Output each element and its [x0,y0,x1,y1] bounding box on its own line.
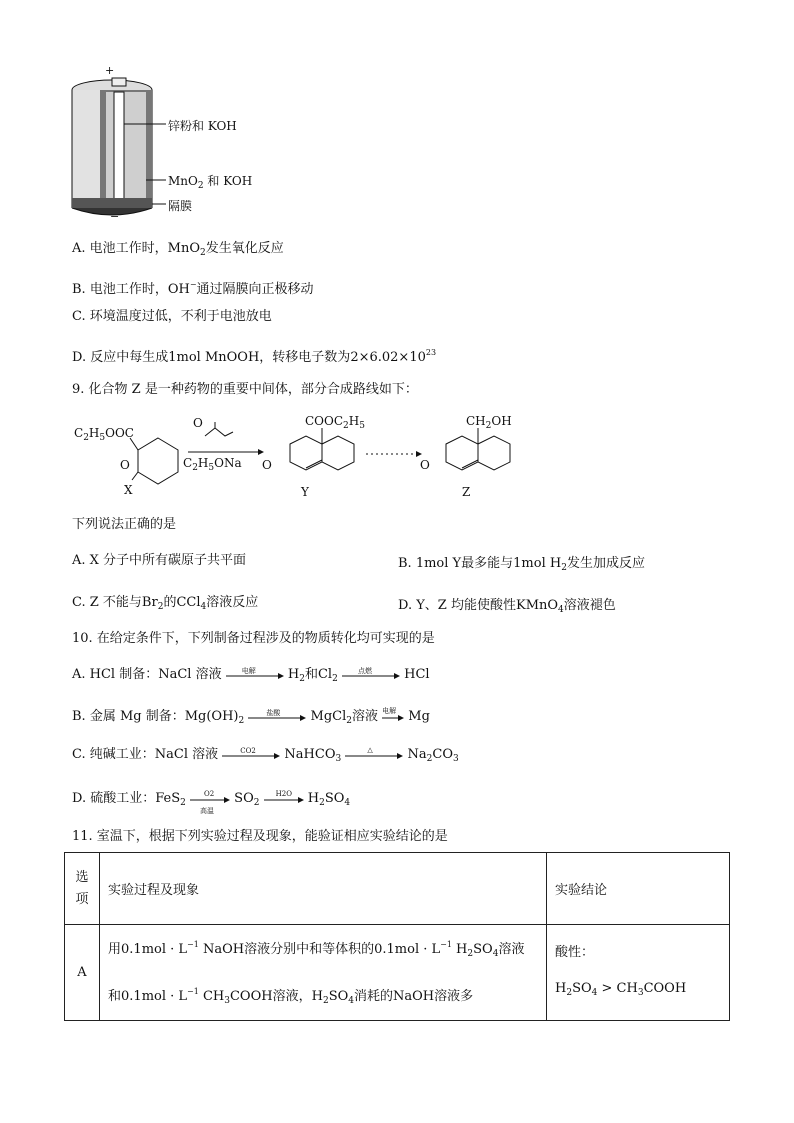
x-ester-group: $C_2H_5OOC$ [74,426,134,443]
row-option: A [65,925,100,1021]
label-separator: 隔膜 [168,199,193,213]
battery-plus: + [105,64,115,77]
reagent-oxygen: O [193,416,203,430]
y-ester-group: $COOC_2H_5$ [305,414,365,431]
q8-option-b: B. 电池工作时，OH−通过隔膜向正极移动 [72,280,314,297]
y-ring-oxygen: O [262,458,272,472]
header-option: 选 项 [65,853,100,925]
header-procedure: 实验过程及现象 [100,853,547,925]
q10-option-b: B. 金属 Mg 制备：$Mg(OH)_2$ 盐酸 MgCl$_2$溶液 电解 Mg [72,706,430,726]
q9-stem: 9. 化合物 Z 是一种药物的重要中间体，部分合成路线如下： [72,382,418,397]
synthesis-route-diagram [70,408,530,508]
label-z: Z [462,485,471,499]
label-zinc: 锌粉和 KOH [168,119,237,133]
battery-minus: − [110,210,120,223]
q8-option-c: C. 环境温度过低，不利于电池放电 [72,309,272,324]
x-ring-oxygen: O [120,458,130,472]
q8-option-a: A. 电池工作时，MnO$_2$发生氧化反应 [72,241,284,258]
table-row [65,925,730,1021]
q9-option-b: B. 1mol Y最多能与1mol $H_2$发生加成反应 [398,556,645,573]
q9-option-c: C. Z 不能与$Br_2$的CCl$_4$溶液反应 [72,595,259,612]
table-header-row [65,853,730,925]
experiment-table [64,852,730,1021]
battery-diagram [60,62,270,222]
q10-stem: 10. 在给定条件下，下列制备过程涉及的物质转化均可实现的是 [72,631,435,646]
q8-option-d: D. 反应中每生成1mol MnOOH，转移电子数为$2\times 6.02\times 10^{23}$ [72,348,437,365]
q10-option-c: C. 纯碱工业：NaCl 溶液 CO2 NaHCO$_3$ △ $Na_2CO_3$ [72,745,459,764]
q10-option-a: A. HCl 制备：NaCl 溶液 电解 $H_2$和$Cl_2$ 点燃 HCl [72,666,430,684]
q9-question: 下列说法正确的是 [72,517,177,532]
q10-option-d: D. 硫酸工业：FeS$_2$ O2 高温 $SO_2$ H2O $H_2SO_4$ [72,789,351,815]
label-mno2: MnO$_2$ 和 KOH [168,174,253,191]
q11-stem: 11. 室温下，根据下列实验过程及现象，能验证相应实验结论的是 [72,829,448,844]
z-ring-oxygen: O [420,458,430,472]
reagent-base: $C_2H_5ONa$ [183,456,242,473]
label-x: X [124,483,133,497]
label-y: Y [301,485,309,499]
row-conclusion: 酸性： $H_2SO_4$ > $CH_3COOH$ [547,925,730,1021]
row-procedure: 用$0.1mol \cdot L^{-1}$ NaOH溶液分别中和等体积的$0.1mol \cdot L^{-1}$ $H_2SO_4$溶液 和$0.1mol \cdot L^{-1}$ $CH_3COOH$溶液，$H_2SO_4$消耗的NaOH溶液多 [100,925,547,1021]
q9-option-d: D. Y、Z 均能使酸性KMnO$_4$溶液褪色 [398,598,616,615]
q9-option-a: A. X 分子中所有碳原子共平面 [72,553,247,568]
z-hydroxymethyl-group: $CH_2OH$ [466,414,512,431]
header-conclusion: 实验结论 [547,853,730,925]
